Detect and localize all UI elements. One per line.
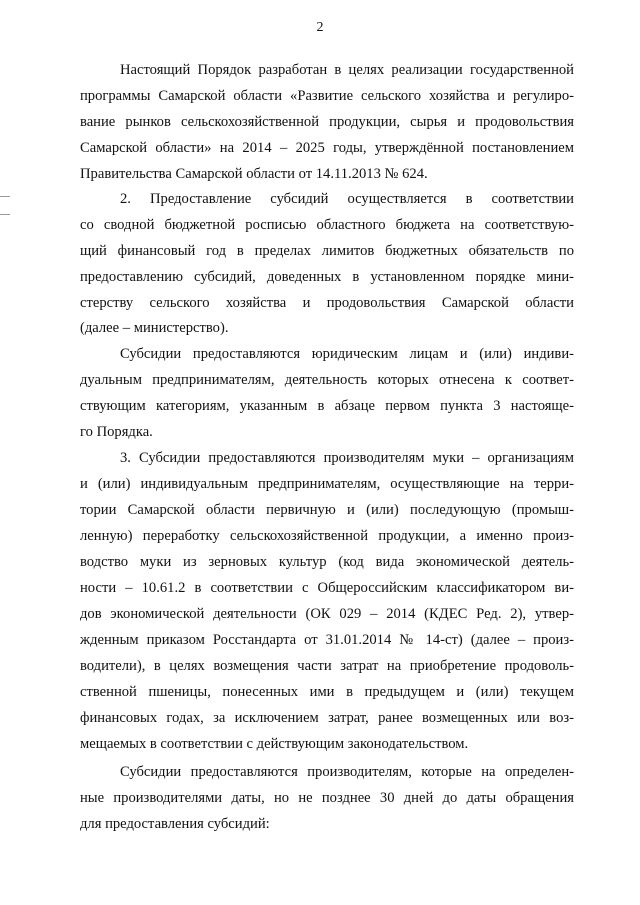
paragraph-2-line-5: стерству сельского хозяйства и продовольствия Самарской области <box>80 295 574 311</box>
paragraph-2-line-6: (далее – министерство). <box>80 320 229 336</box>
scan-edge-mark <box>0 214 10 215</box>
paragraph-5-line-1: Субсидии предоставляются производителям, которые на определен- <box>120 764 574 780</box>
paragraph-4-line-9: водители), в целях возмещения части затрат на приобретение продоволь- <box>80 658 574 674</box>
paragraph-1-line-2: программы Самарской области «Развитие сельского хозяйства и регулиро- <box>80 88 574 104</box>
paragraph-4-line-4: ленную) переработку сельскохозяйственной продукции, а именно произ- <box>80 528 574 544</box>
paragraph-3-line-4: го Порядка. <box>80 424 153 440</box>
paragraph-1-line-5: Правительства Самарской области от 14.11.2013 № 624. <box>80 166 428 182</box>
paragraph-1-line-3: вание рынков сельскохозяйственной продукции, сырья и продовольствия <box>80 114 574 130</box>
paragraph-1-line-1: Настоящий Порядок разработан в целях реализации государственной <box>120 62 574 78</box>
paragraph-4-line-11: финансовых годах, за исключением затрат, ранее возмещенных или воз- <box>80 710 574 726</box>
paragraph-2-line-1: 2. Предоставление субсидий осуществляется в соответствии <box>120 191 574 207</box>
paragraph-2-line-4: предоставлению субсидий, доведенных в установленном порядке мини- <box>80 269 574 285</box>
paragraph-4-line-10: ственной пшеницы, понесенных ими в предыдущем и (или) текущем <box>80 684 574 700</box>
paragraph-4-line-12: мещаемых в соответствии с действующим законодательством. <box>80 736 469 752</box>
paragraph-1-line-4: Самарской области» на 2014 – 2025 годы, утверждённой постановлением <box>80 140 574 156</box>
paragraph-4-line-6: ности – 10.61.2 в соответствии с Общероссийским классификатором ви- <box>80 580 574 596</box>
paragraph-4-line-7: дов экономической деятельности (ОК 029 – 2014 (КДЕС Ред. 2), утвер- <box>80 606 574 622</box>
paragraph-4-line-1: 3. Субсидии предоставляются производителям муки – организациям <box>120 450 574 466</box>
paragraph-4-line-3: тории Самарской области первичную и (или) последующую (промыш- <box>80 502 574 518</box>
paragraph-5-line-2: ные производителями даты, но не позднее 30 дней до даты обращения <box>80 790 574 806</box>
paragraph-2-line-3: щий финансовый год в пределах лимитов бюджетных обязательств по <box>80 243 574 259</box>
paragraph-5-line-3: для предоставления субсидий: <box>80 816 270 832</box>
paragraph-3-line-3: ствующим категориям, указанным в абзаце первом пункта 3 настояще- <box>80 398 574 414</box>
paragraph-3-line-1: Субсидии предоставляются юридическим лицам и (или) индиви- <box>120 346 574 362</box>
paragraph-3-line-2: дуальным предпринимателям, деятельность которых отнесена к соответ- <box>80 372 574 388</box>
paragraph-4-line-2: и (или) индивидуальным предпринимателям, осуществляющие на терри- <box>80 476 574 492</box>
paragraph-4-line-8: жденным приказом Росстандарта от 31.01.2014 № 14-ст) (далее – произ- <box>80 632 574 648</box>
scan-edge-mark <box>0 196 10 197</box>
paragraph-2-line-2: со сводной бюджетной росписью областного бюджета на соответствую- <box>80 217 574 233</box>
paragraph-4-line-5: водство муки из зерновых культур (код вида экономической деятель- <box>80 554 574 570</box>
page-number: 2 <box>316 20 324 35</box>
